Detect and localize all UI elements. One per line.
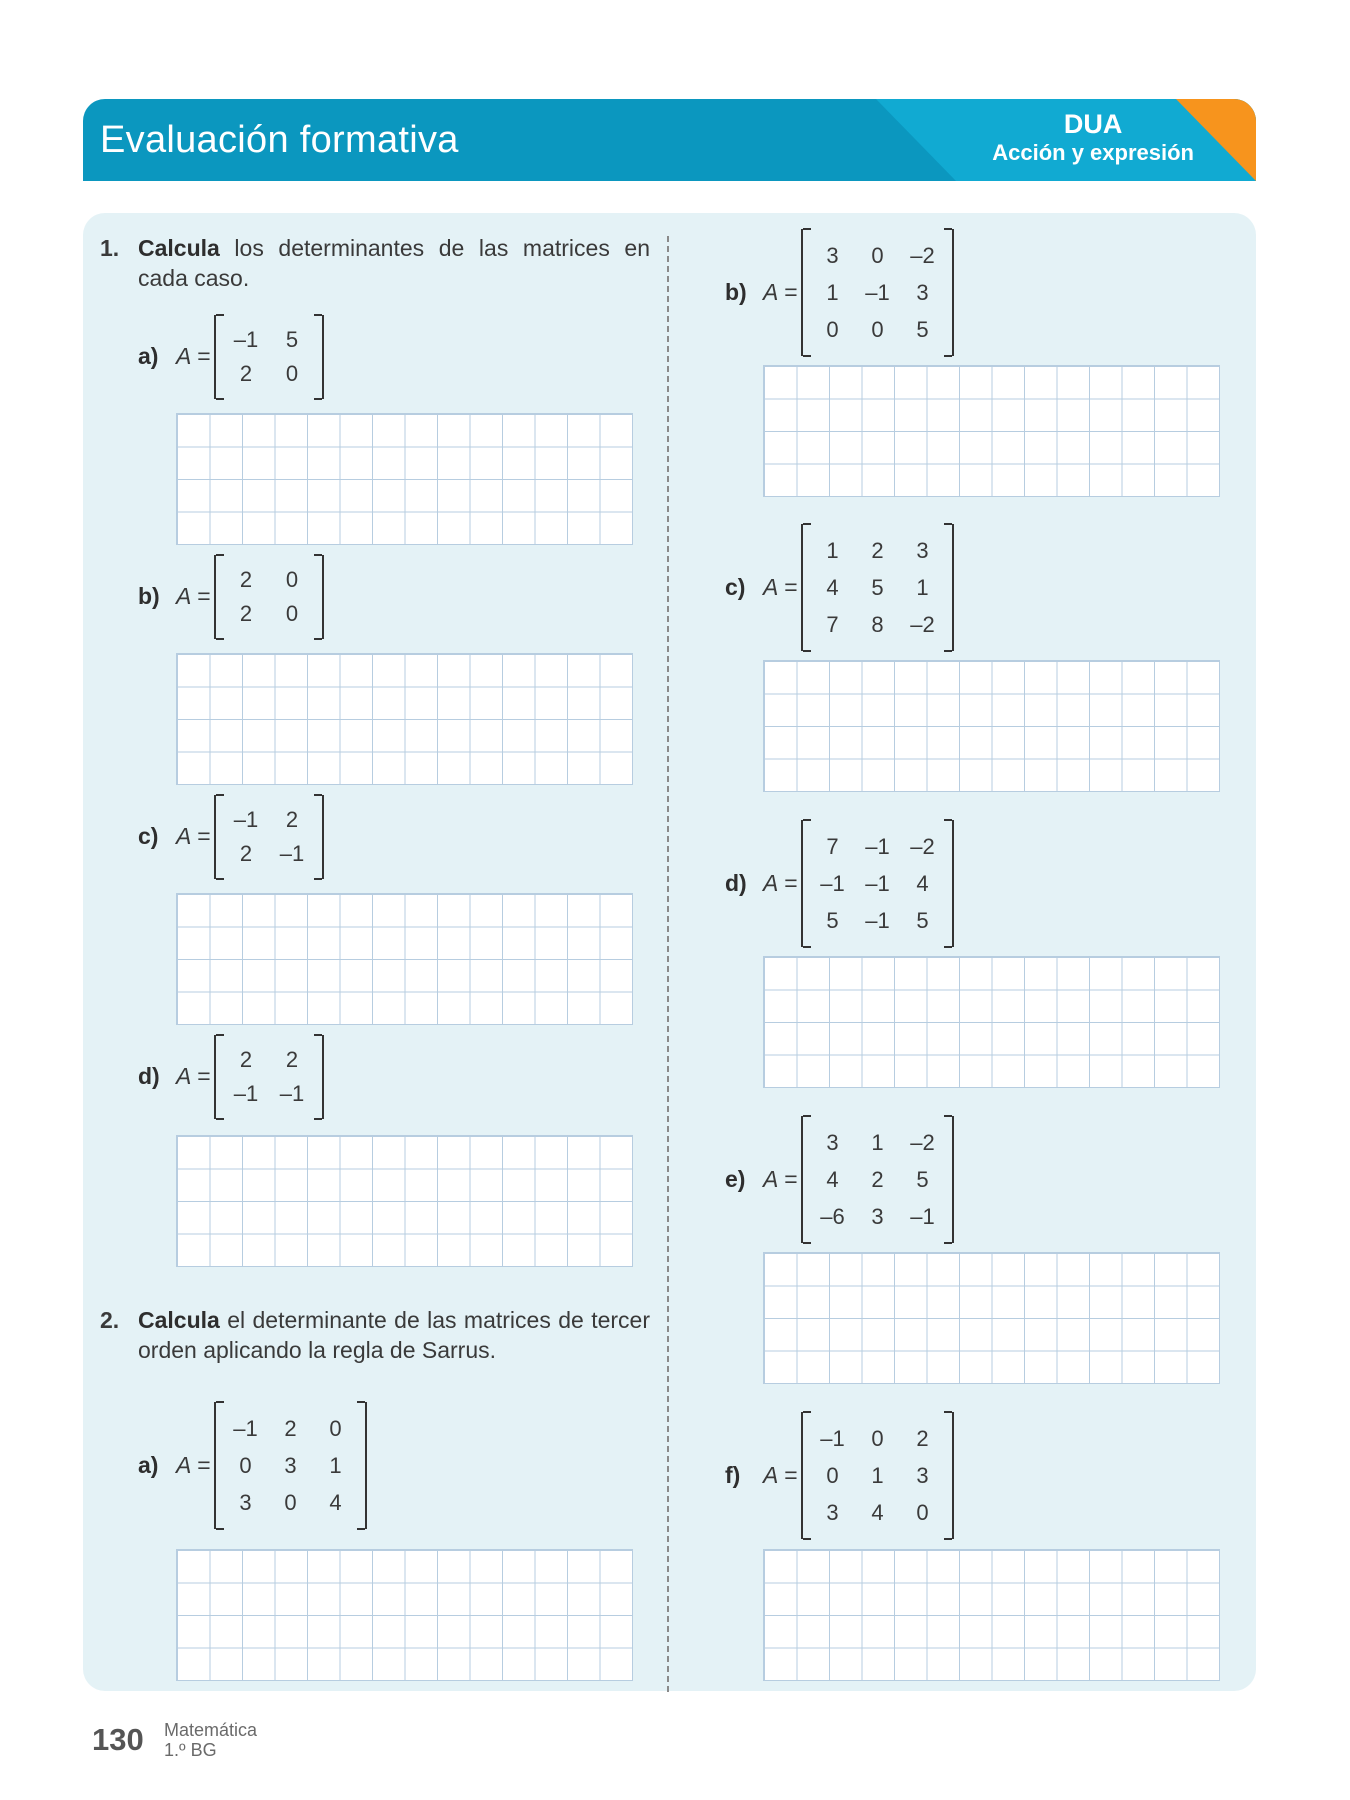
matrix-cell: 1 [871,1462,884,1488]
matrix-cell: 0 [239,1452,252,1478]
matrix-cell: 3 [826,1129,839,1155]
matrix-cell: 4 [826,574,839,600]
matrix-cell: 3 [239,1489,252,1515]
equation-prefix: A = [176,583,211,609]
item-label: d) [725,869,747,896]
item-label: a) [138,1451,159,1478]
matrix-cell: –2 [910,611,935,637]
item-label: d) [138,1063,160,1089]
matrix-cell: 2 [285,1047,299,1072]
matrix-cell: 5 [916,316,929,342]
answer-grid[interactable] [176,413,633,545]
matrix-cell: 5 [285,327,299,352]
matrix [214,555,324,639]
matrix-cell: –1 [865,833,890,859]
matrix-cell: –2 [910,242,935,268]
matrix-cell: 3 [284,1452,297,1478]
matrix [801,1116,954,1243]
equation-prefix: A = [763,278,798,305]
matrix-cell: 2 [239,1047,253,1072]
matrix [214,1402,367,1529]
matrix-cell: 4 [871,1499,884,1525]
matrix-cell: –1 [233,327,259,352]
matrix-cell: 4 [329,1489,342,1515]
matrix-cell: 3 [871,1203,884,1229]
equation-prefix: A = [176,1063,211,1089]
matrix [801,229,954,356]
matrix-cell: 1 [329,1452,342,1478]
matrix-cell: –1 [233,807,259,832]
matrix-cell: 3 [826,1499,839,1525]
answer-grid[interactable] [176,653,633,785]
question-text: el determinante de las matrices de tercer orden aplicando la regla de Sarrus. [138,1307,650,1363]
item-label: b) [725,278,747,305]
matrix-cell: 2 [284,1415,297,1441]
matrix-cell: 0 [871,1425,884,1451]
matrix [801,820,954,947]
matrix-cell: –1 [865,870,890,896]
footer-subject [164,1720,257,1760]
matrix-cell: 3 [826,242,839,268]
matrix-cell: 2 [916,1425,929,1451]
matrix-cell: 0 [329,1415,342,1441]
item-label: c) [138,823,159,849]
dua-badge [992,109,1194,167]
matrix-cell: 0 [871,242,884,268]
matrix-cell: –1 [865,279,890,305]
matrix-cell: 2 [871,1166,884,1192]
answer-grid[interactable] [176,1549,633,1681]
matrix-cell: 4 [916,870,929,896]
section-title: Evaluación formativa [100,119,459,161]
item-label: b) [138,583,160,609]
matrix-cell: 1 [871,1129,884,1155]
matrix-cell: 5 [916,1166,929,1192]
equation-prefix: A = [176,823,211,849]
equation-prefix: A = [176,1451,211,1478]
equation-prefix: A = [763,1165,798,1192]
item-label: c) [725,573,746,600]
matrix-cell: 5 [916,907,929,933]
answer-grid[interactable] [176,1135,633,1267]
matrix-cell: –1 [865,907,890,933]
subject-name: Matemática [164,1720,258,1740]
matrix-cell: –1 [820,870,845,896]
equation-prefix: A = [176,343,211,369]
matrix [801,524,954,651]
matrix-cell: 3 [916,537,929,563]
answer-grid[interactable] [763,1252,1220,1384]
matrix-cell: 5 [871,574,884,600]
matrix-cell: –1 [279,841,305,866]
equation-prefix: A = [763,869,798,896]
section-header [83,99,1256,181]
matrix-cell: 2 [871,537,884,563]
matrix-cell: 4 [826,1166,839,1192]
equation-prefix: A = [763,1461,798,1488]
grade-label: 1.º BG [164,1740,217,1760]
matrix-cell: –1 [279,1081,305,1106]
equation-prefix: A = [763,573,798,600]
matrix-cell: –6 [820,1203,845,1229]
matrix-cell: –1 [233,1415,258,1441]
matrix [214,1035,324,1119]
matrix-cell: 1 [826,279,839,305]
item-label: e) [725,1165,746,1192]
item-label: a) [138,343,159,369]
matrix-cell: –1 [910,1203,935,1229]
matrix-cell: 0 [285,361,299,386]
item-label: f) [725,1461,741,1488]
answer-grid[interactable] [763,660,1220,792]
matrix-cell: –1 [233,1081,259,1106]
dua-label: DUA [1063,109,1123,139]
matrix-cell: 2 [239,361,253,386]
page-number: 130 [92,1722,144,1757]
question-2 [100,1305,650,1365]
matrix-cell: 0 [285,567,299,592]
matrix-cell: 3 [916,1462,929,1488]
question-verb: Calcula [138,1307,220,1333]
matrix-cell: 0 [916,1499,929,1525]
matrix-cell: 2 [239,601,253,626]
column-divider [667,236,669,1692]
question-prompt [138,233,650,293]
matrix-cell: 8 [871,611,884,637]
matrix-cell: 2 [239,567,253,592]
matrix-cell: –2 [910,1129,935,1155]
matrix-cell: 1 [826,537,839,563]
matrix-cell: 0 [285,601,299,626]
matrix-cell: 2 [239,841,253,866]
matrix-cell: 3 [916,279,929,305]
matrix-cell: 2 [285,807,299,832]
answer-grid[interactable] [763,1549,1220,1681]
matrix-cell: 0 [826,316,839,342]
question-number: 2. [100,1307,120,1333]
matrix [214,795,324,879]
answer-grid[interactable] [763,365,1220,497]
matrix-cell: –2 [910,833,935,859]
question-1 [100,233,650,293]
matrix-cell: 7 [826,611,839,637]
question-text: los determinantes de las matrices en cada caso. [138,235,650,291]
matrix-cell: 7 [826,833,839,859]
matrix-cell: 0 [871,316,884,342]
question-number: 1. [100,235,120,261]
dua-subtitle: Acción y expresión [992,140,1194,165]
matrix [214,315,324,399]
matrix [801,1412,954,1539]
answer-grid[interactable] [176,893,633,1025]
question-verb: Calcula [138,235,220,261]
matrix-cell: 0 [284,1489,297,1515]
matrix-cell: –1 [820,1425,845,1451]
matrix-cell: 0 [826,1462,839,1488]
matrix-cell: 5 [826,907,839,933]
matrix-cell: 1 [916,574,929,600]
answer-grid[interactable] [763,956,1220,1088]
question-prompt [138,1305,650,1365]
